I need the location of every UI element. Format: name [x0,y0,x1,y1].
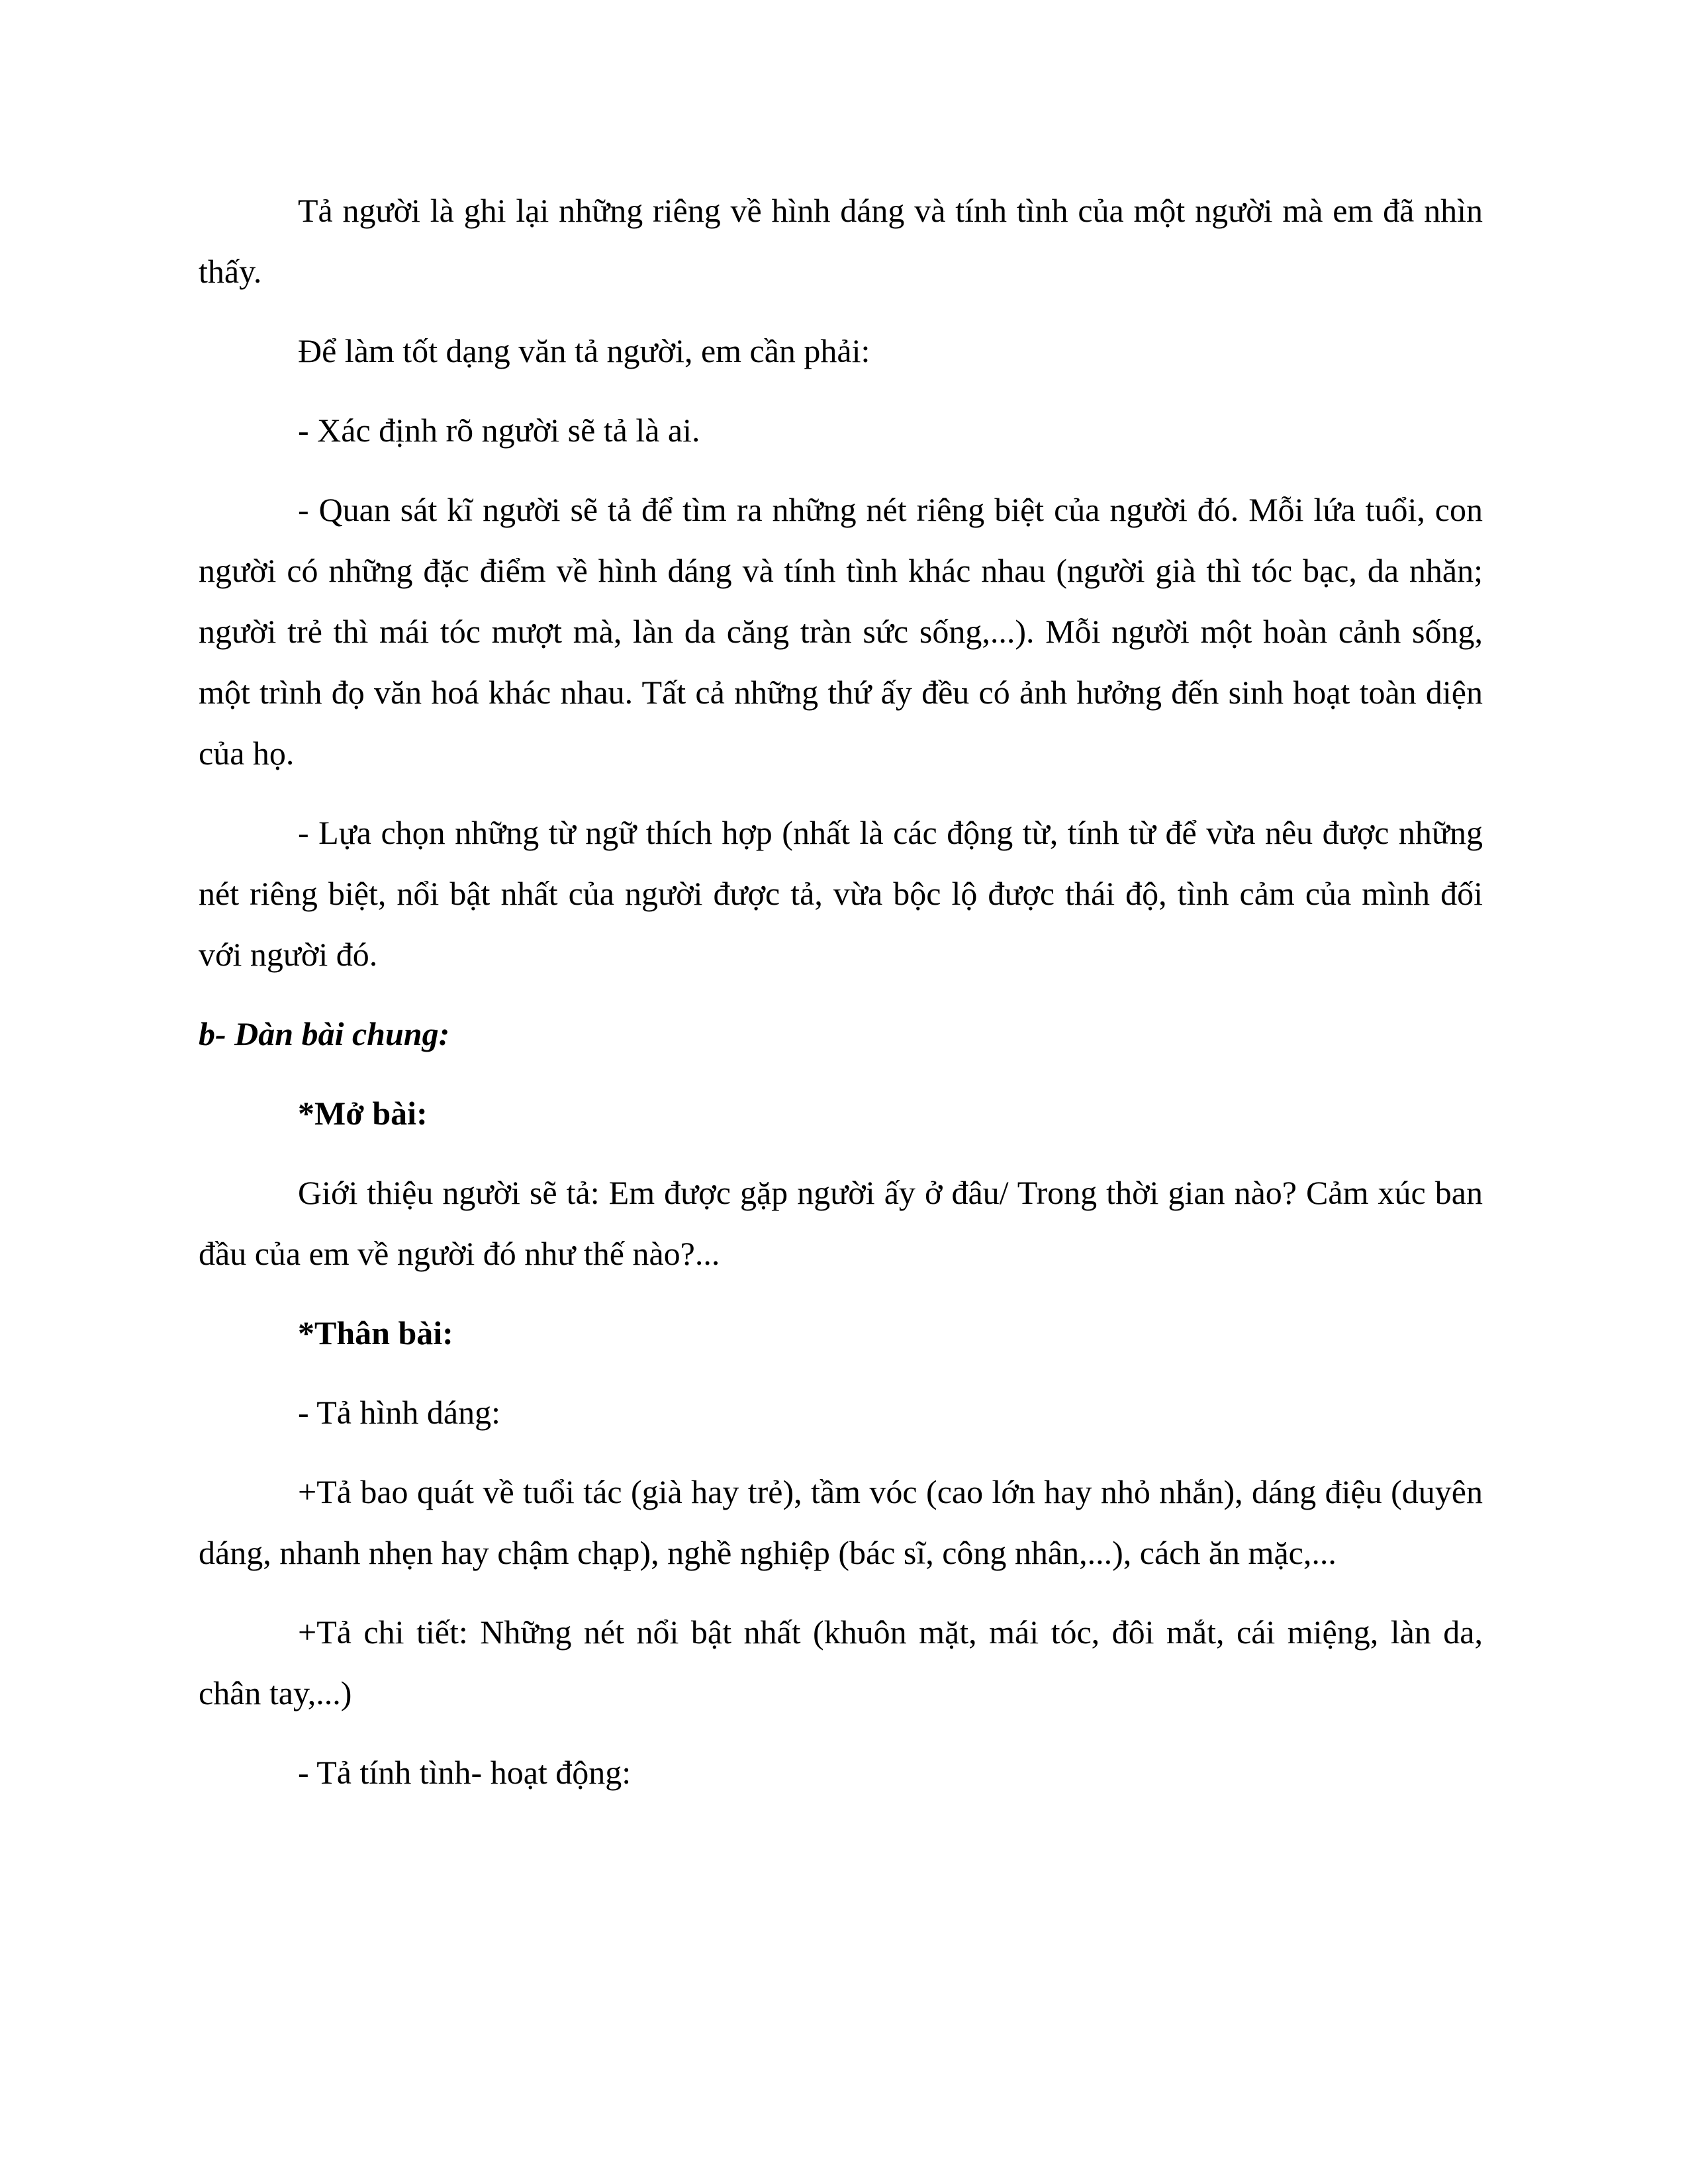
paragraph-identify-person: - Xác định rõ người sẽ tả là ai. [298,412,700,449]
heading-body: *Thân bài: [298,1314,453,1351]
heading-general-outline: b- Dàn bài chung: [199,1015,450,1052]
paragraph-observe-person: - Quan sát kĩ người sẽ tả để tìm ra những nét riêng biệt của người đó. Mỗi lứa tuổi, con người có những đặc điểm về hình dáng và tính tình khác nhau (người già thì tóc bạc, da nhăn; người trẻ thì mái tóc mượt mà, làn da căng tràn sức sống,...). Mỗi người một hoàn cảnh sống, một trình đọ văn hoá khác nhau. Tất cả những thứ ấy đều có ảnh hưởng đến sinh hoạt toàn diện của họ. [199,491,1483,772]
paragraph-general-description: +Tả bao quát về tuổi tác (già hay trẻ), tầm vóc (cao lớn hay nhỏ nhắn), dáng điệu (duyên dáng, nhanh nhẹn hay chậm chạp), nghề nghiệp (bác sĩ, công nhân,...), cách ăn mặc,... [199,1473,1483,1571]
paragraph-introduction: Giới thiệu người sẽ tả: Em được gặp người ấy ở đâu/ Trong thời gian nào? Cảm xúc ban đầu của em về người đó như thế nào?... [199,1174,1483,1272]
heading-introduction: *Mở bài: [298,1095,428,1132]
paragraph-describe-appearance: - Tả hình dáng: [298,1394,500,1431]
document-page [199,180,1483,1821]
paragraph-choose-words: - Lựa chọn những từ ngữ thích hợp (nhất là các động từ, tính từ để vừa nêu được những nét riêng biệt, nổi bật nhất của người được tả, vừa bộc lộ được thái độ, tình cảm của mình đối với người đó. [199,814,1483,973]
paragraph-describe-personality: - Tả tính tình- hoạt động: [298,1754,632,1791]
paragraph-detail-description: +Tả chi tiết: Những nét nổi bật nhất (khuôn mặt, mái tóc, đôi mắt, cái miệng, làn da, chân tay,...) [199,1614,1483,1711]
paragraph-definition: Tả người là ghi lại những riêng về hình dáng và tính tình của một người mà em đã nhìn thấy. [199,192,1483,290]
paragraph-requirements-intro: Để làm tốt dạng văn tả người, em cần phải: [298,332,870,369]
